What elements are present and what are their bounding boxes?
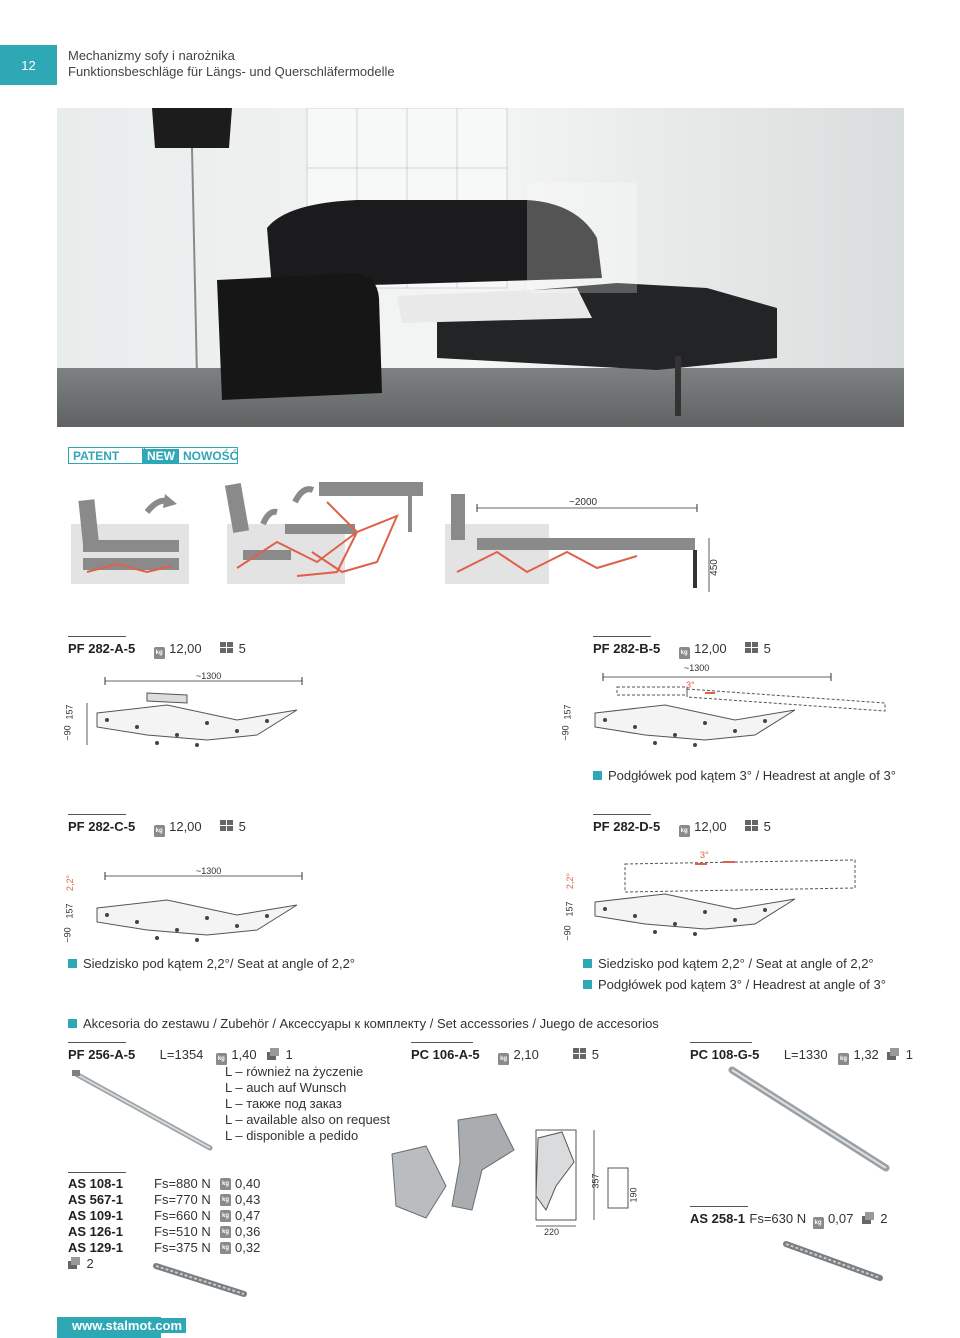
sofa-photo — [57, 108, 904, 427]
product-d-h1: ~90 — [562, 925, 573, 941]
accessory-pc108 — [690, 1046, 913, 1065]
product-a-h2: 157 — [64, 704, 75, 720]
product-c-weight: 12,00 — [169, 819, 202, 834]
pack-icon — [862, 1212, 876, 1224]
product-c-diagram — [57, 860, 317, 950]
pc106-image — [386, 1110, 646, 1240]
header-title-pl: Mechanizmy sofy i narożnika — [68, 48, 235, 63]
pf256-option-es: L – disponible a pedido — [225, 1128, 359, 1143]
weight-icon: kg — [220, 1178, 231, 1190]
weight-icon: kg — [220, 1226, 231, 1238]
product-c-code: PF 282-C-5 — [68, 819, 136, 834]
spring-row: AS 129-1 Fs=375 N kg 0,32 — [68, 1240, 261, 1255]
as258-image — [780, 1236, 890, 1286]
dim-height: 450 — [708, 559, 720, 576]
rule-springs — [68, 1172, 126, 1173]
product-b-angle: 3° — [686, 680, 695, 690]
pf256-option-de: L – auch auf Wunsch — [225, 1080, 347, 1095]
pf256-image — [70, 1066, 220, 1156]
product-b-h2: 157 — [562, 704, 573, 720]
product-a-diagram — [57, 665, 317, 755]
product-b-diagram — [555, 665, 895, 755]
box-icon — [745, 642, 759, 654]
pf256-weight: 1,40 — [231, 1047, 257, 1062]
note-headrest: Podgłówek pod kątem 3° / Headrest at angle of 3° — [593, 768, 896, 783]
pc108-pack: 1 — [905, 1047, 913, 1062]
mechanism-sequence-diagram — [57, 472, 725, 602]
pc106-dim-h: 357 — [590, 1173, 601, 1189]
spring-row: AS 567-1 Fs=770 N kg 0,43 — [68, 1192, 261, 1207]
note-headrest-d: Podgłówek pod kątem 3° / Headrest at angle of 3° — [583, 977, 886, 992]
footer-url[interactable]: www.stalmot.com — [68, 1318, 186, 1333]
product-a-span: ~1300 — [196, 671, 222, 681]
springs-pack: 2 — [68, 1256, 260, 1272]
rule-c — [68, 814, 126, 815]
product-c-span: ~1300 — [196, 866, 222, 876]
product-b-pack: 5 — [763, 641, 771, 656]
product-c — [68, 818, 246, 837]
weight-icon: kg — [220, 1194, 231, 1206]
spring-row: AS 126-1 Fs=510 N kg 0,36 — [68, 1224, 261, 1239]
product-b-span: ~1300 — [684, 663, 710, 673]
pf256-option-ru: L – также под заказ — [225, 1096, 342, 1111]
weight-icon: kg — [220, 1242, 231, 1254]
accessories-heading: Akcesoria do zestawu / Zubehör / Аксессуары к комплекту / Set accessories / Juego de accesorios — [68, 1016, 659, 1031]
pc106-dim-s: 190 — [628, 1187, 639, 1203]
box-icon — [745, 820, 759, 832]
pc108-image — [726, 1064, 896, 1174]
pc106-pack: 5 — [591, 1047, 599, 1062]
patent-badge: PATENT — [68, 447, 145, 464]
product-d — [593, 818, 771, 837]
spring-image — [150, 1256, 250, 1302]
pc108-code: PC 108-G-5 — [690, 1047, 760, 1062]
page-number: 12 — [0, 45, 57, 85]
product-d-diagram — [555, 850, 895, 945]
product-c-h1: ~90 — [62, 927, 73, 943]
product-c-seat: 2,2° — [65, 874, 76, 892]
pc108-weight: 1,32 — [853, 1047, 879, 1062]
box-icon — [573, 1048, 587, 1060]
weight-icon: kg — [679, 825, 690, 837]
product-d-seat: 2,2° — [565, 872, 576, 890]
pf256-code: PF 256-A-5 — [68, 1047, 136, 1062]
product-b-code: PF 282-B-5 — [593, 641, 661, 656]
product-a-weight: 12,00 — [169, 641, 202, 656]
pc106-dim-w: 220 — [544, 1227, 560, 1237]
header-title-de: Funktionsbeschläge für Längs- und Querschläfermodelle — [68, 64, 395, 79]
product-a-pack: 5 — [238, 641, 246, 656]
weight-icon: kg — [813, 1217, 824, 1229]
as258-weight: 0,07 — [828, 1211, 854, 1226]
pf256-option-pl: L – również na życzenie — [225, 1064, 364, 1079]
rule-b — [593, 636, 651, 637]
pack-icon — [267, 1048, 281, 1060]
as258-code: AS 258-1 — [690, 1211, 745, 1226]
as258-force: Fs=630 N — [749, 1211, 807, 1226]
product-d-weight: 12,00 — [694, 819, 727, 834]
rule-pc106 — [411, 1042, 473, 1043]
pf256-options — [225, 1064, 390, 1144]
weight-icon: kg — [216, 1053, 227, 1065]
rule-a — [68, 636, 126, 637]
spring-row: AS 108-1 Fs=880 N kg 0,40 — [68, 1176, 261, 1191]
product-a — [68, 640, 246, 659]
accessory-as258 — [690, 1210, 887, 1229]
rule-pc108 — [690, 1042, 752, 1043]
dim-length: ~2000 — [569, 497, 598, 508]
note-seat-d: Siedzisko pod kątem 2,2° / Seat at angle of 2,2° — [583, 956, 874, 971]
accessory-pc106 — [411, 1046, 599, 1065]
weight-icon: kg — [154, 647, 165, 659]
note-seat-c: Siedzisko pod kątem 2,2°/ Seat at angle of 2,2° — [68, 956, 355, 971]
product-a-code: PF 282-A-5 — [68, 641, 136, 656]
pf256-length: L=1354 — [159, 1047, 204, 1062]
pc106-weight: 2,10 — [513, 1047, 539, 1062]
rule-as258 — [690, 1206, 748, 1207]
as258-pack: 2 — [880, 1211, 888, 1226]
pack-icon — [68, 1257, 82, 1269]
product-b-weight: 12,00 — [694, 641, 727, 656]
spring-row: AS 109-1 Fs=660 N kg 0,47 — [68, 1208, 261, 1223]
box-icon — [220, 820, 234, 832]
new-badge: NEW NOWOŚĆ — [142, 447, 238, 464]
product-b — [593, 640, 771, 659]
pf256-pack: 1 — [285, 1047, 293, 1062]
pf256-option-en: L – available also on request — [225, 1112, 391, 1127]
pack-icon — [887, 1048, 901, 1060]
product-c-pack: 5 — [238, 819, 246, 834]
weight-icon: kg — [220, 1210, 231, 1222]
product-b-h1: ~90 — [560, 725, 571, 741]
product-d-pack: 5 — [763, 819, 771, 834]
product-d-h2: 157 — [564, 901, 575, 917]
weight-icon: kg — [838, 1053, 849, 1065]
pc108-length: L=1330 — [783, 1047, 828, 1062]
box-icon — [220, 642, 234, 654]
rule-pf256 — [68, 1042, 126, 1043]
pc106-code: PC 106-A-5 — [411, 1047, 480, 1062]
product-d-code: PF 282-D-5 — [593, 819, 661, 834]
product-d-angle: 3° — [700, 850, 709, 860]
rule-d — [593, 814, 651, 815]
product-c-h2: 157 — [64, 903, 75, 919]
weight-icon: kg — [154, 825, 165, 837]
product-a-h1: ~90 — [62, 725, 73, 741]
weight-icon: kg — [498, 1053, 509, 1065]
accessory-pf256 — [68, 1046, 293, 1065]
weight-icon: kg — [679, 647, 690, 659]
